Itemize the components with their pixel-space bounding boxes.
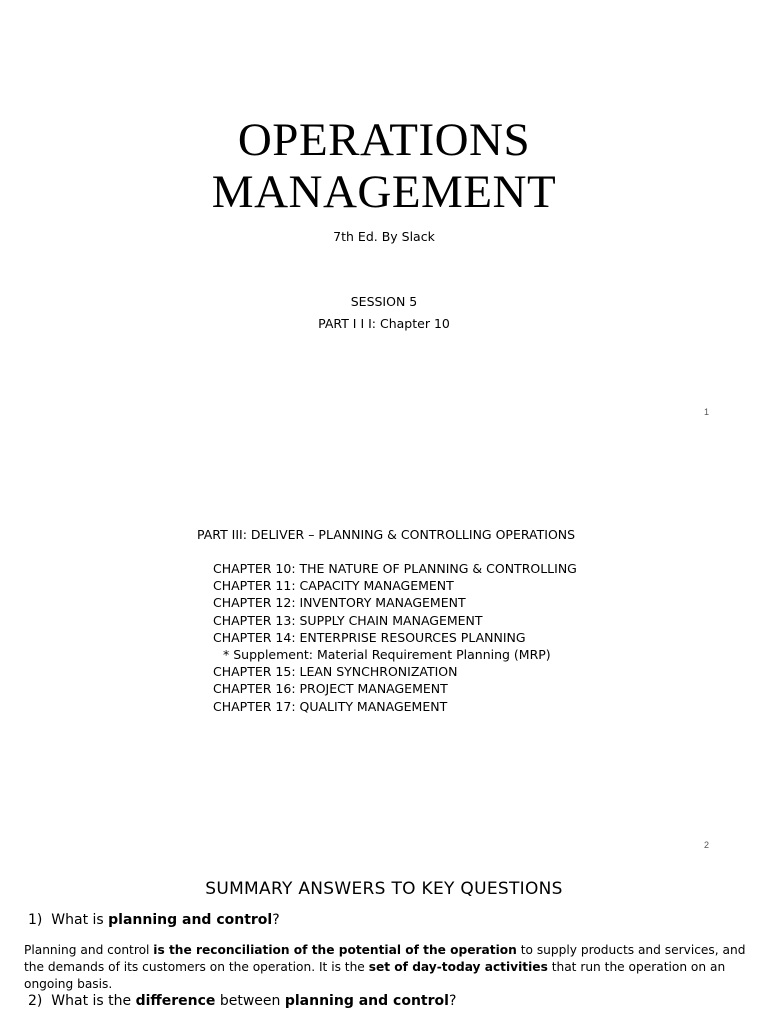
page-number-1: 1 (704, 407, 710, 417)
title-line-2: MANAGEMENT (211, 166, 557, 218)
chapter-item: CHAPTER 17: QUALITY MANAGEMENT (213, 698, 448, 714)
question-text: ? (272, 912, 280, 928)
chapter-item: CHAPTER 13: SUPPLY CHAIN MANAGEMENT (213, 612, 483, 628)
question-emphasis: planning and control (108, 912, 273, 928)
question-number: 1) (28, 912, 43, 928)
edition-subtitle: 7th Ed. By Slack (333, 229, 435, 244)
chapter-item: CHAPTER 16: PROJECT MANAGEMENT (213, 681, 448, 697)
question-emphasis: difference (135, 993, 216, 1009)
question-emphasis: planning and control (284, 993, 449, 1009)
answer-text: to supply products and services, and the demands of its customers on the operation. It is the (24, 943, 746, 974)
question-text: ? (448, 993, 457, 1009)
page-number-2: 2 (704, 840, 710, 850)
question-text: What is the (51, 993, 136, 1009)
chapter-list (213, 561, 577, 716)
question-text: What is (51, 912, 109, 928)
summary-title: SUMMARY ANSWERS TO KEY QUESTIONS (205, 879, 563, 899)
chapter-item: CHAPTER 15: LEAN SYNCHRONIZATION (213, 664, 458, 680)
chapter-item: CHAPTER 12: INVENTORY MANAGEMENT (213, 595, 466, 611)
part-label: PART I I I: Chapter 10 (318, 316, 450, 331)
answer-emphasis: is the reconciliation of the potential of the operation (153, 943, 517, 957)
question-1 (28, 911, 280, 929)
title-line-1: OPERATIONS (237, 114, 531, 166)
part-heading: PART III: DELIVER – PLANNING & CONTROLLING OPERATIONS (197, 527, 576, 542)
answer-text: that run the operation on an ongoing basis. (24, 960, 726, 991)
supplement-item: * Supplement: Material Requirement Planning (MRP) (223, 646, 551, 662)
answer-1 (24, 942, 754, 993)
chapter-item: CHAPTER 14: ENTERPRISE RESOURCES PLANNING (213, 629, 526, 645)
question-text: between (215, 993, 285, 1009)
chapter-item: CHAPTER 10: THE NATURE OF PLANNING & CONTROLLING (213, 561, 577, 576)
question-number: 2) (28, 993, 43, 1009)
answer-text: Planning and control (24, 943, 154, 957)
session-label: SESSION 5 (350, 294, 418, 309)
answer-emphasis: set of day-today activities (368, 960, 548, 974)
chapter-item: CHAPTER 11: CAPACITY MANAGEMENT (213, 578, 454, 594)
title-slide (0, 0, 768, 434)
question-2 (28, 992, 456, 1010)
